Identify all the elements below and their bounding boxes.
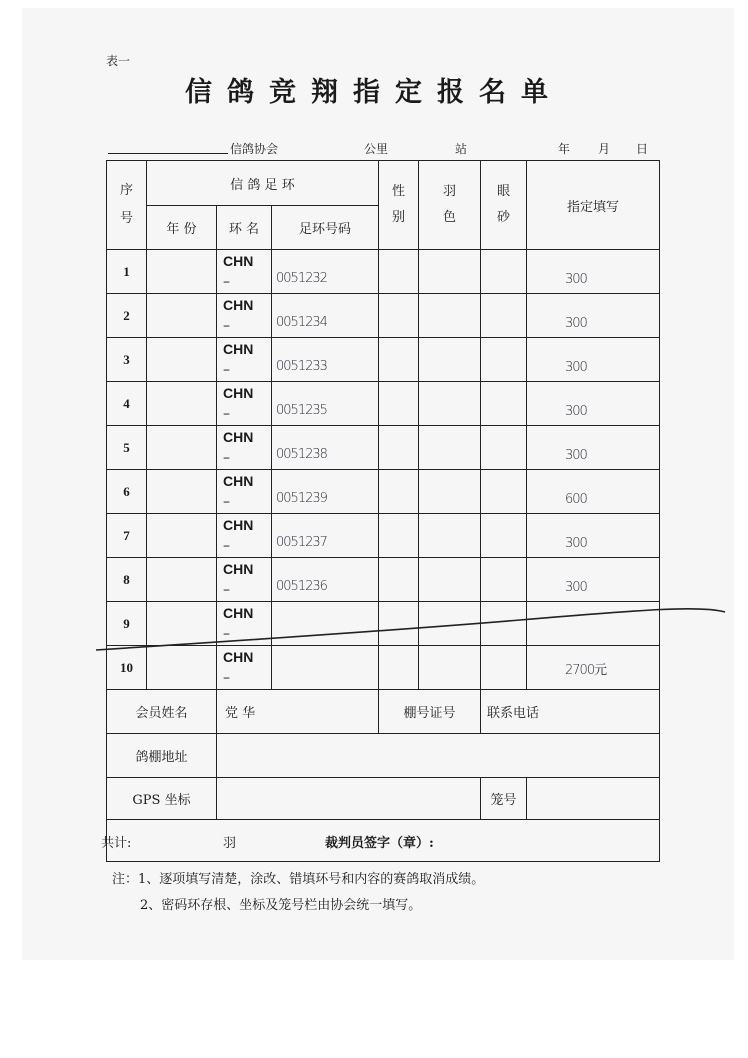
sex-cell[interactable] [379,558,419,602]
eye-cell[interactable] [481,646,527,690]
col-designated: 指定填写 [527,161,660,250]
sex-cell[interactable] [379,338,419,382]
year-cell[interactable] [147,250,217,294]
col-sex: 性别 [379,161,419,250]
sex-cell[interactable] [379,382,419,426]
eye-cell[interactable] [481,602,527,646]
sex-cell[interactable] [379,514,419,558]
feather-cell[interactable] [419,382,481,426]
assoc-blank-line [108,153,228,154]
year-cell[interactable] [147,338,217,382]
header-day: 日 [636,142,649,156]
distance-cell[interactable]: 300 [527,426,660,470]
sex-cell[interactable] [379,250,419,294]
eye-cell[interactable] [481,558,527,602]
row-number: 6 [107,470,147,514]
ring-name-cell: CHN – [217,250,272,294]
table-row [107,514,660,558]
feather-cell[interactable] [419,338,481,382]
distance-cell[interactable]: 300 [527,338,660,382]
total-cell [101,820,660,862]
row-number: 10 [107,646,147,690]
distance-cell[interactable]: 300 [527,514,660,558]
col-year: 年 份 [147,206,217,250]
distance-cell[interactable] [527,602,660,646]
col-ring-group: 信 鸽 足 环 [147,161,379,206]
year-cell[interactable] [147,514,217,558]
member-name-value[interactable]: 党 华 [217,690,379,734]
gps-label: GPS 坐标 [107,778,217,820]
ring-number-cell[interactable]: 0051238 [272,426,379,470]
ring-name-cell: CHN – [217,514,272,558]
feather-cell[interactable] [419,250,481,294]
ring-number-cell[interactable] [272,646,379,690]
ring-name-cell: CHN – [217,602,272,646]
year-cell[interactable] [147,426,217,470]
eye-cell[interactable] [481,338,527,382]
gps-row [107,778,660,820]
eye-cell[interactable] [481,250,527,294]
row-number: 4 [107,382,147,426]
ring-name-cell: CHN – [217,294,272,338]
col-feather: 羽色 [419,161,481,250]
loft-address-label: 鸽棚地址 [107,734,217,778]
form-tag: 表一 [106,54,131,68]
table-row [107,250,660,294]
year-cell[interactable] [147,294,217,338]
total-amount-cell[interactable]: 2700元 [527,646,660,690]
ring-number-cell[interactable]: 0051236 [272,558,379,602]
loft-address-value[interactable] [217,734,660,778]
year-cell[interactable] [147,470,217,514]
row-number: 9 [107,602,147,646]
ring-name-cell: CHN – [217,470,272,514]
ring-number-cell[interactable]: 0051233 [272,338,379,382]
sex-cell[interactable] [379,294,419,338]
ring-number-cell[interactable]: 0051239 [272,470,379,514]
feather-cell[interactable] [419,646,481,690]
ring-number-cell[interactable]: 0051234 [272,294,379,338]
year-cell[interactable] [147,602,217,646]
table-row [107,294,660,338]
ring-name-cell: CHN – [217,382,272,426]
ring-name-cell: CHN – [217,558,272,602]
eye-cell[interactable] [481,294,527,338]
feather-cell[interactable] [419,470,481,514]
table-row [107,426,660,470]
feather-cell[interactable] [419,294,481,338]
distance-cell[interactable]: 600 [527,470,660,514]
year-cell[interactable] [147,646,217,690]
table-row [107,382,660,426]
table-row [107,646,660,690]
note-line-1: 注：1、逐项填写清楚，涂改、错填环号和内容的赛鸽取消成绩。 [112,872,485,887]
distance-cell[interactable]: 300 [527,558,660,602]
col-eye: 眼砂 [481,161,527,250]
note-line-2: 2、密码环存根、坐标及笼号栏由协会统一填写。 [140,898,422,913]
loft-number-label: 棚号证号 [379,690,481,734]
distance-cell[interactable]: 300 [527,250,660,294]
member-name-label: 会员姓名 [107,690,217,734]
distance-cell[interactable]: 300 [527,382,660,426]
ring-number-cell[interactable]: 0051237 [272,514,379,558]
ring-name-cell: CHN – [217,426,272,470]
year-cell[interactable] [147,382,217,426]
referee-signature-label: 裁判员签字（章）: [325,836,434,851]
sex-cell[interactable] [379,470,419,514]
cage-label: 笼号 [481,778,527,820]
registration-table [101,160,660,862]
feather-cell[interactable] [419,514,481,558]
row-number: 8 [107,558,147,602]
year-cell[interactable] [147,558,217,602]
eye-cell[interactable] [481,382,527,426]
row-number: 5 [107,426,147,470]
feather-unit: 羽 [223,836,237,851]
header-station: 站 [455,142,468,156]
row-number: 1 [107,250,147,294]
header-year: 年 [558,142,571,156]
cage-value[interactable] [527,778,660,820]
ring-number-cell[interactable]: 0051235 [272,382,379,426]
distance-cell[interactable]: 300 [527,294,660,338]
col-ring-no: 足环号码 [272,206,379,250]
header-assoc: 信鸽协会 [230,142,279,156]
table-row [107,470,660,514]
ring-name-cell: CHN – [217,338,272,382]
eye-cell[interactable] [481,514,527,558]
ring-number-cell[interactable] [272,602,379,646]
sex-cell[interactable] [379,426,419,470]
feather-cell[interactable] [419,602,481,646]
feather-cell[interactable] [419,558,481,602]
table-row [107,558,660,602]
member-row [107,690,660,734]
header-month: 月 [598,142,611,156]
ring-name-cell: CHN – [217,646,272,690]
total-label: 共计: [101,836,132,851]
sex-cell[interactable] [379,602,419,646]
table-row [107,338,660,382]
total-row [107,820,660,862]
sex-cell[interactable] [379,646,419,690]
ring-number-cell[interactable]: 0051232 [272,250,379,294]
phone-label: 联系电话 [481,690,660,734]
col-ring-name: 环 名 [217,206,272,250]
eye-cell[interactable] [481,426,527,470]
row-number: 2 [107,294,147,338]
eye-cell[interactable] [481,470,527,514]
table-row [107,602,660,646]
form-title: 信鸽竞翔指定报名单 [185,77,563,108]
header-km: 公里 [364,142,389,156]
row-number: 7 [107,514,147,558]
feather-cell[interactable] [419,426,481,470]
row-number: 3 [107,338,147,382]
address-row [107,734,660,778]
gps-value[interactable] [217,778,481,820]
col-seq: 序号 [107,161,147,250]
